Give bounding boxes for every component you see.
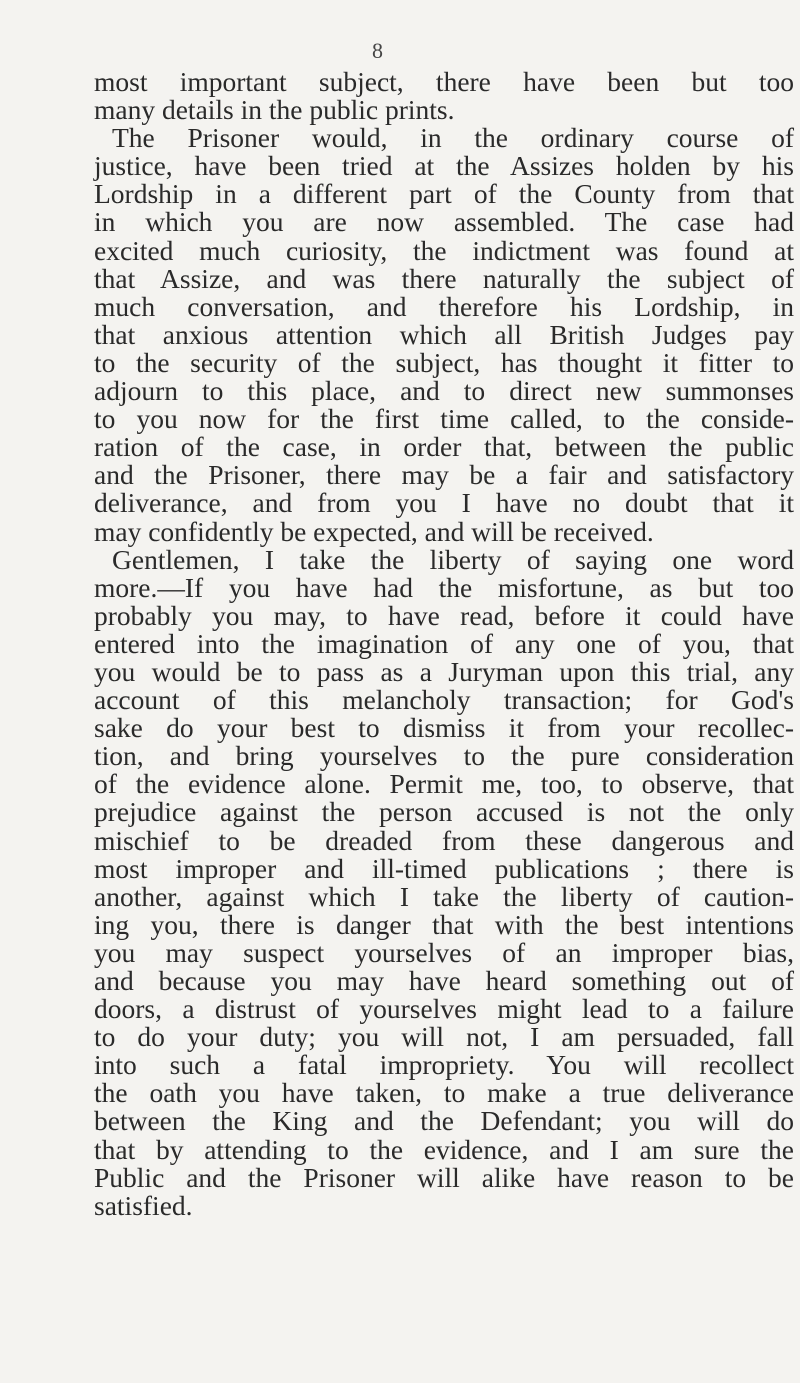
text-line: Public and the Prisoner will alike have reason to be [94, 1161, 794, 1193]
text-line: prejudice against the person accused is not the only [94, 796, 794, 828]
body-text [94, 68, 794, 1220]
text-line: entered into the imagination of any one of you, that [94, 627, 794, 659]
text-line: adjourn to this place, and to direct new summonses [94, 375, 794, 407]
text-line: ration of the case, in order that, between the public [94, 431, 794, 463]
text-line: ing you, there is danger that with the best intentions [94, 908, 794, 940]
text-line: another, against which I take the liberty of caution- [94, 880, 794, 912]
text-line: to you now for the first time called, to the conside- [94, 403, 794, 435]
text-line: account of this melancholy transaction; for God's [94, 684, 794, 716]
text-line: into such a fatal impropriety. You will recollect [94, 1049, 794, 1081]
text-line: in which you are now assembled. The case had [94, 206, 794, 238]
text-line: excited much curiosity, the indictment was found at [94, 234, 794, 266]
text-line: doors, a distrust of yourselves might lead to a failure [94, 993, 794, 1025]
text-line: and because you may have heard something out of [94, 965, 794, 996]
text-line: the oath you have taken, to make a true deliverance [94, 1077, 794, 1109]
text-line: justice, have been tried at the Assizes holden by his [94, 150, 794, 182]
text-line: more.—If you have had the misfortune, as but too [94, 571, 794, 603]
text-line: sake do your best to dismiss it from your recollec- [94, 712, 794, 744]
text-line: may confidently be expected, and will be received. [94, 515, 654, 547]
text-line: to do your duty; you will not, I am persuaded, fall [94, 1021, 794, 1053]
text-line: mischief to be dreaded from these dangerous and [94, 824, 794, 856]
text-line: of the evidence alone. Permit me, too, to observe, that [94, 768, 794, 800]
text-line: The Prisoner would, in the ordinary course of [112, 122, 794, 154]
text-line: you may suspect yourselves of an improper bias, [94, 936, 794, 968]
page-number: 8 [372, 38, 383, 63]
text-line: most important subject, there have been but too [94, 66, 794, 97]
text-line: Lordship in a different part of the County from that [94, 178, 794, 210]
text-line: that by attending to the evidence, and I am sure the [94, 1133, 794, 1165]
text-line: many details in the public prints. [94, 94, 455, 126]
text-line: that Assize, and was there naturally the subject of [94, 262, 794, 294]
text-line: and the Prisoner, there may be a fair and satisfactory [94, 459, 794, 491]
text-line: probably you may, to have read, before it could have [94, 599, 794, 631]
text-line: tion, and bring yourselves to the pure consideration [94, 740, 794, 772]
text-line: Gentlemen, I take the liberty of saying one word [112, 543, 794, 575]
text-line: satisfied. [94, 1189, 193, 1221]
text-line: deliverance, and from you I have no doubt that it [94, 487, 794, 519]
text-line: between the King and the Defendant; you will do [94, 1105, 794, 1137]
text-line: you would be to pass as a Juryman upon this trial, any [94, 655, 794, 687]
text-line: that anxious attention which all British Judges pay [94, 318, 794, 350]
text-line: most improper and ill-timed publications ; there is [94, 852, 794, 884]
text-line: much conversation, and therefore his Lordship, in [94, 290, 794, 322]
text-line: to the security of the subject, has thought it fitter to [94, 346, 794, 378]
